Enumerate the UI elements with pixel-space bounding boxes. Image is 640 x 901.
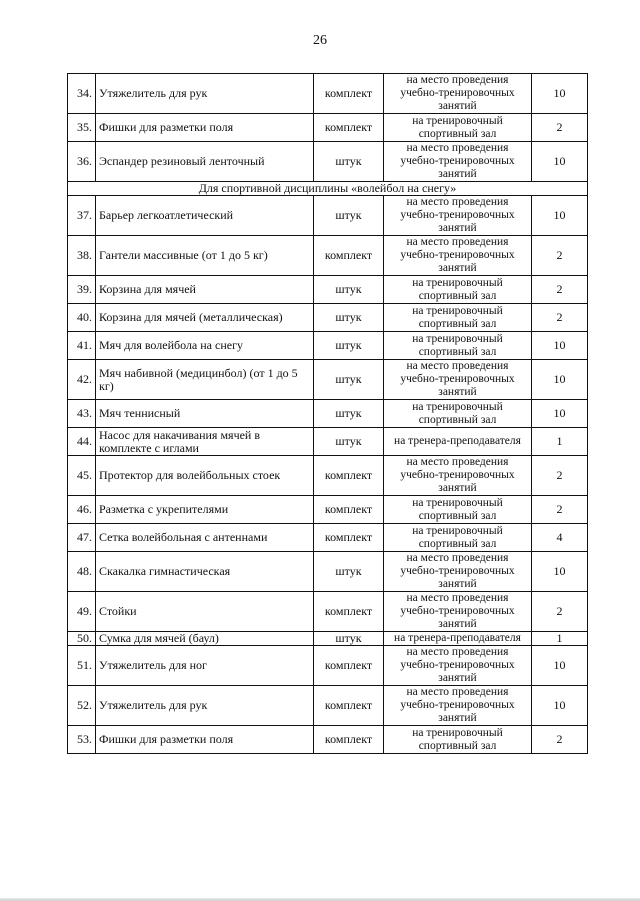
destination: на место проведения учебно-тренировочных занятий <box>384 646 532 686</box>
row-number: 46. <box>68 496 96 524</box>
table-row <box>68 496 588 524</box>
unit-of-measure: комплект <box>314 524 384 552</box>
quantity: 10 <box>532 400 588 428</box>
table-row <box>68 592 588 632</box>
item-name: Гантели массивные (от 1 до 5 кг) <box>96 236 314 276</box>
quantity: 2 <box>532 592 588 632</box>
table-row <box>68 726 588 754</box>
row-number: 48. <box>68 552 96 592</box>
table-row <box>68 428 588 456</box>
quantity: 10 <box>532 360 588 400</box>
quantity: 10 <box>532 686 588 726</box>
row-number: 45. <box>68 456 96 496</box>
quantity: 4 <box>532 524 588 552</box>
row-number: 44. <box>68 428 96 456</box>
destination: на тренировочный спортивный зал <box>384 276 532 304</box>
unit-of-measure: штук <box>314 276 384 304</box>
table-row <box>68 400 588 428</box>
table-row <box>68 632 588 646</box>
row-number: 39. <box>68 276 96 304</box>
item-name: Эспандер резиновый ленточный <box>96 142 314 182</box>
destination: на место проведения учебно-тренировочных занятий <box>384 686 532 726</box>
destination: на тренера-преподавателя <box>384 428 532 456</box>
row-number: 52. <box>68 686 96 726</box>
item-name: Корзина для мячей <box>96 276 314 304</box>
item-name: Разметка с укрепителями <box>96 496 314 524</box>
destination: на тренировочный спортивный зал <box>384 304 532 332</box>
item-name: Утяжелитель для ног <box>96 646 314 686</box>
destination: на тренировочный спортивный зал <box>384 524 532 552</box>
table-row <box>68 686 588 726</box>
quantity: 10 <box>532 196 588 236</box>
item-name: Фишки для разметки поля <box>96 726 314 754</box>
row-number: 38. <box>68 236 96 276</box>
item-name: Мяч теннисный <box>96 400 314 428</box>
destination: на тренировочный спортивный зал <box>384 114 532 142</box>
page-number: 26 <box>313 33 327 48</box>
row-number: 41. <box>68 332 96 360</box>
table-row <box>68 276 588 304</box>
quantity: 2 <box>532 496 588 524</box>
quantity: 10 <box>532 332 588 360</box>
item-name: Сетка волейбольная с антеннами <box>96 524 314 552</box>
unit-of-measure: штук <box>314 304 384 332</box>
table-row <box>68 524 588 552</box>
quantity: 10 <box>532 646 588 686</box>
section-header-row <box>68 182 588 196</box>
row-number: 42. <box>68 360 96 400</box>
unit-of-measure: штук <box>314 400 384 428</box>
destination: на место проведения учебно-тренировочных занятий <box>384 142 532 182</box>
destination: на место проведения учебно-тренировочных занятий <box>384 236 532 276</box>
equipment-table <box>67 73 588 754</box>
table-row <box>68 646 588 686</box>
table-body-before-section <box>68 74 588 182</box>
unit-of-measure: комплект <box>314 236 384 276</box>
row-number: 49. <box>68 592 96 632</box>
row-number: 37. <box>68 196 96 236</box>
row-number: 36. <box>68 142 96 182</box>
table-row <box>68 552 588 592</box>
unit-of-measure: штук <box>314 632 384 646</box>
item-name: Протектор для волейбольных стоек <box>96 456 314 496</box>
unit-of-measure: штук <box>314 196 384 236</box>
item-name: Стойки <box>96 592 314 632</box>
destination: на тренировочный спортивный зал <box>384 332 532 360</box>
item-name: Насос для накачивания мячей в комплекте с иглами <box>96 428 314 456</box>
destination: на тренировочный спортивный зал <box>384 726 532 754</box>
destination: на место проведения учебно-тренировочных занятий <box>384 196 532 236</box>
table-row <box>68 332 588 360</box>
section-header-group <box>68 182 588 196</box>
row-number: 47. <box>68 524 96 552</box>
item-name: Барьер легкоатлетический <box>96 196 314 236</box>
unit-of-measure: комплект <box>314 456 384 496</box>
table-row <box>68 304 588 332</box>
table-row <box>68 236 588 276</box>
row-number: 35. <box>68 114 96 142</box>
unit-of-measure: комплект <box>314 686 384 726</box>
destination: на тренера-преподавателя <box>384 632 532 646</box>
item-name: Утяжелитель для рук <box>96 686 314 726</box>
quantity: 2 <box>532 236 588 276</box>
destination: на тренировочный спортивный зал <box>384 400 532 428</box>
quantity: 10 <box>532 552 588 592</box>
unit-of-measure: штук <box>314 552 384 592</box>
row-number: 40. <box>68 304 96 332</box>
destination: на место проведения учебно-тренировочных занятий <box>384 592 532 632</box>
unit-of-measure: штук <box>314 142 384 182</box>
table-row <box>68 360 588 400</box>
item-name: Утяжелитель для рук <box>96 74 314 114</box>
row-number: 53. <box>68 726 96 754</box>
quantity: 10 <box>532 74 588 114</box>
unit-of-measure: комплект <box>314 592 384 632</box>
unit-of-measure: комплект <box>314 726 384 754</box>
unit-of-measure: комплект <box>314 646 384 686</box>
item-name: Сумка для мячей (баул) <box>96 632 314 646</box>
table-row <box>68 114 588 142</box>
item-name: Мяч набивной (медицинбол) (от 1 до 5 кг) <box>96 360 314 400</box>
quantity: 1 <box>532 428 588 456</box>
table-row <box>68 74 588 114</box>
section-title: Для спортивной дисциплины «волейбол на снегу» <box>68 182 588 196</box>
table-row <box>68 142 588 182</box>
destination: на место проведения учебно-тренировочных занятий <box>384 552 532 592</box>
item-name: Фишки для разметки поля <box>96 114 314 142</box>
quantity: 10 <box>532 142 588 182</box>
item-name: Скакалка гимнастическая <box>96 552 314 592</box>
quantity: 2 <box>532 114 588 142</box>
row-number: 43. <box>68 400 96 428</box>
unit-of-measure: комплект <box>314 74 384 114</box>
item-name: Мяч для волейбола на снегу <box>96 332 314 360</box>
table-row <box>68 196 588 236</box>
quantity: 2 <box>532 726 588 754</box>
quantity: 2 <box>532 276 588 304</box>
destination: на место проведения учебно-тренировочных занятий <box>384 360 532 400</box>
quantity: 2 <box>532 456 588 496</box>
unit-of-measure: комплект <box>314 114 384 142</box>
unit-of-measure: штук <box>314 428 384 456</box>
destination: на место проведения учебно-тренировочных занятий <box>384 74 532 114</box>
table-body-after-section <box>68 196 588 754</box>
row-number: 34. <box>68 74 96 114</box>
table-row <box>68 456 588 496</box>
quantity: 1 <box>532 632 588 646</box>
unit-of-measure: штук <box>314 360 384 400</box>
quantity: 2 <box>532 304 588 332</box>
unit-of-measure: штук <box>314 332 384 360</box>
row-number: 50. <box>68 632 96 646</box>
destination: на место проведения учебно-тренировочных занятий <box>384 456 532 496</box>
unit-of-measure: комплект <box>314 496 384 524</box>
destination: на тренировочный спортивный зал <box>384 496 532 524</box>
row-number: 51. <box>68 646 96 686</box>
item-name: Корзина для мячей (металлическая) <box>96 304 314 332</box>
